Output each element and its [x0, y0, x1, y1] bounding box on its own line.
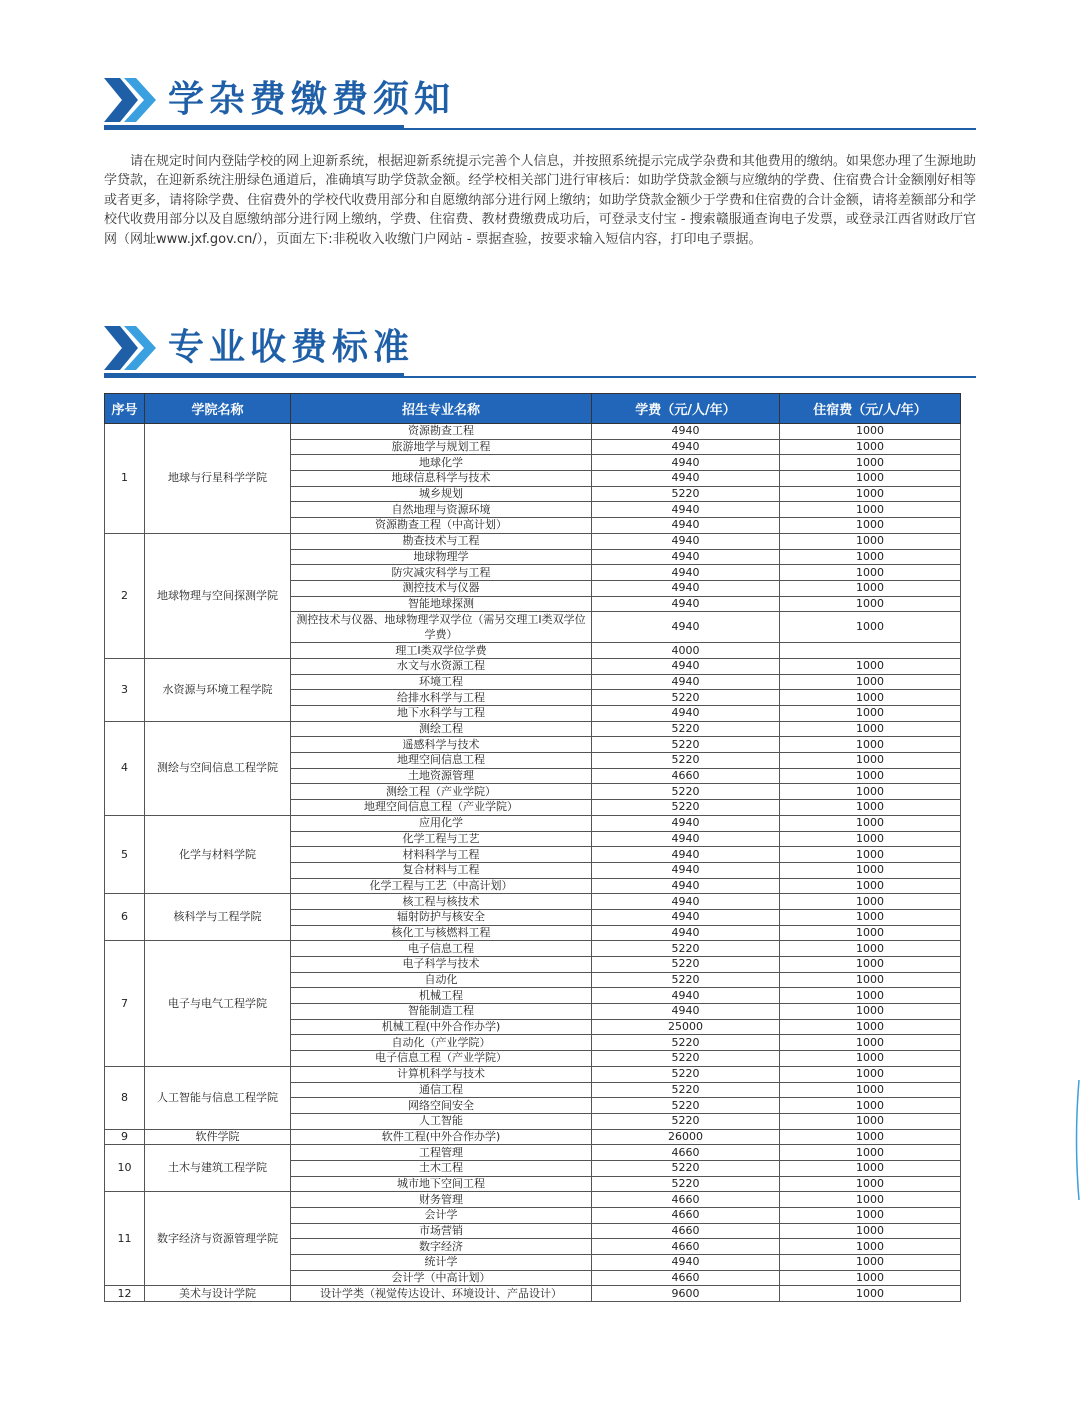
cell-college: 土木与建筑工程学院: [145, 1145, 291, 1192]
table-row: [105, 533, 961, 549]
cell-dorm-fee: 1000: [780, 486, 961, 502]
cell-college: 电子与电气工程学院: [145, 941, 291, 1067]
cell-major: 核化工与核燃料工程: [291, 925, 592, 941]
cell-tuition: 4940: [592, 831, 780, 847]
cell-dorm-fee: 1000: [780, 909, 961, 925]
cell-major: 会计学（中高计划）: [291, 1270, 592, 1286]
cell-tuition: 5220: [592, 957, 780, 973]
cell-tuition: 5220: [592, 1082, 780, 1098]
cell-dorm-fee: 1000: [780, 1113, 961, 1129]
cell-dorm-fee: 1000: [780, 1160, 961, 1176]
cell-index: 9: [105, 1129, 145, 1145]
cell-dorm-fee: 1000: [780, 1035, 961, 1051]
cell-index: 2: [105, 533, 145, 658]
col-header-tuition: 学费（元/人/年）: [592, 394, 780, 424]
table-row: [105, 721, 961, 737]
table-header-row: [105, 394, 961, 424]
cell-tuition: 4940: [592, 502, 780, 518]
cell-college: 核科学与工程学院: [145, 894, 291, 941]
cell-major: 资源勘查工程（中高计划）: [291, 518, 592, 534]
cell-major: 测控技术与仪器、地球物理学双学位（需另交理工I类双学位学费）: [291, 612, 592, 643]
cell-major: 勘查技术与工程: [291, 533, 592, 549]
cell-major: 化学工程与工艺（中高计划）: [291, 878, 592, 894]
cell-dorm-fee: 1000: [780, 815, 961, 831]
cell-dorm-fee: 1000: [780, 925, 961, 941]
cell-dorm-fee: 1000: [780, 1192, 961, 1208]
cell-college: 地球物理与空间探测学院: [145, 533, 291, 658]
cell-dorm-fee: 1000: [780, 988, 961, 1004]
cell-major: 测控技术与仪器: [291, 580, 592, 596]
cell-dorm-fee: 1000: [780, 847, 961, 863]
cell-major: 数字经济: [291, 1239, 592, 1255]
cell-tuition: 5220: [592, 737, 780, 753]
cell-tuition: 4940: [592, 565, 780, 581]
cell-major: 测绘工程（产业学院）: [291, 784, 592, 800]
cell-college: 人工智能与信息工程学院: [145, 1066, 291, 1129]
cell-dorm-fee: 1000: [780, 1129, 961, 1145]
cell-dorm-fee: 1000: [780, 1082, 961, 1098]
cell-tuition: 5220: [592, 941, 780, 957]
cell-dorm-fee: 1000: [780, 1145, 961, 1161]
cell-college: 化学与材料学院: [145, 815, 291, 893]
cell-major: 地球物理学: [291, 549, 592, 565]
cell-tuition: 5220: [592, 1160, 780, 1176]
cell-tuition: 4940: [592, 909, 780, 925]
cell-major: 核工程与核技术: [291, 894, 592, 910]
section-title: 学杂费缴费须知: [168, 79, 456, 120]
cell-major: 自动化: [291, 972, 592, 988]
cell-major: 地球信息科学与技术: [291, 471, 592, 487]
cell-tuition: 4940: [592, 471, 780, 487]
cell-dorm-fee: 1000: [780, 565, 961, 581]
cell-major: 地理空间信息工程: [291, 753, 592, 769]
cell-tuition: 4940: [592, 674, 780, 690]
cell-major: 自动化（产业学院）: [291, 1035, 592, 1051]
cell-tuition: 9600: [592, 1286, 780, 1302]
cell-dorm-fee: 1000: [780, 737, 961, 753]
cell-dorm-fee: 1000: [780, 674, 961, 690]
cell-tuition: 4660: [592, 1208, 780, 1224]
cell-dorm-fee: 1000: [780, 439, 961, 455]
cell-major: 复合材料与工程: [291, 862, 592, 878]
cell-tuition: 5220: [592, 972, 780, 988]
cell-tuition: 4940: [592, 424, 780, 440]
cell-dorm-fee: 1000: [780, 862, 961, 878]
cell-dorm-fee: 1000: [780, 690, 961, 706]
cell-tuition: 4940: [592, 518, 780, 534]
fee-table: [104, 393, 961, 1302]
cell-tuition: 4940: [592, 706, 780, 722]
cell-index: 10: [105, 1145, 145, 1192]
cell-dorm-fee: 1000: [780, 1019, 961, 1035]
cell-major: 给排水科学与工程: [291, 690, 592, 706]
cell-tuition: 5220: [592, 1051, 780, 1067]
cell-college: 美术与设计学院: [145, 1286, 291, 1302]
cell-major: 地下水科学与工程: [291, 706, 592, 722]
cell-dorm-fee: 1000: [780, 941, 961, 957]
cell-tuition: 4940: [592, 1255, 780, 1271]
cell-major: 会计学: [291, 1208, 592, 1224]
cell-dorm-fee: 1000: [780, 768, 961, 784]
cell-index: 4: [105, 721, 145, 815]
cell-major: 市场营销: [291, 1223, 592, 1239]
cell-major: 理工I类双学位学费: [291, 643, 592, 659]
cell-dorm-fee: 1000: [780, 1239, 961, 1255]
cell-major: 城乡规划: [291, 486, 592, 502]
table-row: [105, 658, 961, 674]
cell-dorm-fee: 1000: [780, 1066, 961, 1082]
cell-tuition: 5220: [592, 721, 780, 737]
cell-tuition: 26000: [592, 1129, 780, 1145]
cell-major: 电子科学与技术: [291, 957, 592, 973]
cell-tuition: 4940: [592, 439, 780, 455]
cell-tuition: 4940: [592, 925, 780, 941]
cell-major: 土木工程: [291, 1160, 592, 1176]
cell-tuition: 5220: [592, 1113, 780, 1129]
cell-major: 辐射防护与核安全: [291, 909, 592, 925]
table-row: [105, 1192, 961, 1208]
decorative-wave: [1074, 1080, 1080, 1200]
section-title: 专业收费标准: [168, 327, 415, 368]
cell-dorm-fee: 1000: [780, 596, 961, 612]
col-header-index: 序号: [105, 394, 145, 424]
cell-major: 测绘工程: [291, 721, 592, 737]
cell-college: 软件学院: [145, 1129, 291, 1145]
cell-index: 3: [105, 658, 145, 721]
cell-index: 7: [105, 941, 145, 1067]
cell-tuition: 5220: [592, 486, 780, 502]
section-fee-notice-header: [104, 76, 976, 136]
cell-tuition: 4660: [592, 1223, 780, 1239]
cell-dorm-fee: 1000: [780, 580, 961, 596]
cell-major: 防灾减灾科学与工程: [291, 565, 592, 581]
cell-dorm-fee: 1000: [780, 1255, 961, 1271]
cell-tuition: 25000: [592, 1019, 780, 1035]
table-row: [105, 1145, 961, 1161]
cell-dorm-fee: 1000: [780, 894, 961, 910]
cell-major: 机械工程: [291, 988, 592, 1004]
cell-major: 环境工程: [291, 674, 592, 690]
cell-major: 旅游地学与规划工程: [291, 439, 592, 455]
cell-tuition: 5220: [592, 800, 780, 816]
table-body: [105, 424, 961, 1302]
cell-dorm-fee: 1000: [780, 753, 961, 769]
cell-dorm-fee: 1000: [780, 1223, 961, 1239]
cell-major: 地理空间信息工程（产业学院）: [291, 800, 592, 816]
col-header-dorm-fee: 住宿费（元/人/年）: [780, 394, 961, 424]
cell-major: 人工智能: [291, 1113, 592, 1129]
cell-dorm-fee: 1000: [780, 1286, 961, 1302]
cell-tuition: 5220: [592, 690, 780, 706]
cell-tuition: 4940: [592, 533, 780, 549]
cell-major: 软件工程(中外合作办学): [291, 1129, 592, 1145]
cell-major: 智能地球探测: [291, 596, 592, 612]
cell-major: 土地资源管理: [291, 768, 592, 784]
cell-tuition: 4940: [592, 658, 780, 674]
cell-dorm-fee: 1000: [780, 518, 961, 534]
cell-dorm-fee: 1000: [780, 721, 961, 737]
cell-major: 应用化学: [291, 815, 592, 831]
table-row: [105, 894, 961, 910]
cell-dorm-fee: 1000: [780, 784, 961, 800]
cell-tuition: 5220: [592, 753, 780, 769]
cell-tuition: 5220: [592, 1176, 780, 1192]
cell-tuition: 4660: [592, 1192, 780, 1208]
cell-dorm-fee: 1000: [780, 972, 961, 988]
cell-tuition: 4940: [592, 988, 780, 1004]
cell-major: 电子信息工程（产业学院）: [291, 1051, 592, 1067]
divider-accent: [104, 125, 404, 130]
cell-dorm-fee: [780, 643, 961, 659]
table-row: [105, 1066, 961, 1082]
cell-dorm-fee: 1000: [780, 957, 961, 973]
cell-tuition: 5220: [592, 1066, 780, 1082]
table-row: [105, 1286, 961, 1302]
cell-major: 城市地下空间工程: [291, 1176, 592, 1192]
cell-tuition: 4660: [592, 1145, 780, 1161]
cell-dorm-fee: 1000: [780, 831, 961, 847]
cell-dorm-fee: 1000: [780, 424, 961, 440]
cell-tuition: 4660: [592, 1270, 780, 1286]
cell-major: 工程管理: [291, 1145, 592, 1161]
cell-major: 智能制造工程: [291, 1004, 592, 1020]
cell-major: 资源勘查工程: [291, 424, 592, 440]
cell-major: 化学工程与工艺: [291, 831, 592, 847]
cell-dorm-fee: 1000: [780, 1270, 961, 1286]
col-header-college: 学院名称: [145, 394, 291, 424]
cell-tuition: 4940: [592, 1004, 780, 1020]
cell-index: 1: [105, 424, 145, 534]
cell-tuition: 4940: [592, 847, 780, 863]
cell-tuition: 4940: [592, 580, 780, 596]
cell-major: 电子信息工程: [291, 941, 592, 957]
cell-tuition: 4940: [592, 455, 780, 471]
table-row: [105, 424, 961, 440]
cell-dorm-fee: 1000: [780, 502, 961, 518]
cell-college: 数字经济与资源管理学院: [145, 1192, 291, 1286]
cell-dorm-fee: 1000: [780, 471, 961, 487]
cell-dorm-fee: 1000: [780, 800, 961, 816]
cell-major: 材料科学与工程: [291, 847, 592, 863]
cell-dorm-fee: 1000: [780, 706, 961, 722]
cell-major: 计算机科学与技术: [291, 1066, 592, 1082]
cell-tuition: 4000: [592, 643, 780, 659]
cell-dorm-fee: 1000: [780, 1176, 961, 1192]
cell-tuition: 5220: [592, 784, 780, 800]
cell-major: 自然地理与资源环境: [291, 502, 592, 518]
cell-tuition: 4940: [592, 862, 780, 878]
cell-major: 遥感科学与技术: [291, 737, 592, 753]
cell-index: 8: [105, 1066, 145, 1129]
cell-dorm-fee: 1000: [780, 658, 961, 674]
cell-index: 12: [105, 1286, 145, 1302]
cell-index: 6: [105, 894, 145, 941]
cell-college: 地球与行星科学学院: [145, 424, 291, 534]
cell-college: 水资源与环境工程学院: [145, 658, 291, 721]
col-header-major: 招生专业名称: [291, 394, 592, 424]
cell-dorm-fee: 1000: [780, 533, 961, 549]
cell-tuition: 4940: [592, 612, 780, 643]
cell-tuition: 4660: [592, 768, 780, 784]
cell-tuition: 4940: [592, 549, 780, 565]
cell-major: 统计学: [291, 1255, 592, 1271]
cell-tuition: 5220: [592, 1035, 780, 1051]
cell-dorm-fee: 1000: [780, 549, 961, 565]
table-row: [105, 815, 961, 831]
cell-major: 设计学类（视觉传达设计、环境设计、产品设计）: [291, 1286, 592, 1302]
cell-dorm-fee: 1000: [780, 1098, 961, 1114]
cell-college: 测绘与空间信息工程学院: [145, 721, 291, 815]
cell-tuition: 4940: [592, 815, 780, 831]
double-chevron-icon: [104, 76, 160, 124]
cell-major: 水文与水资源工程: [291, 658, 592, 674]
cell-dorm-fee: 1000: [780, 612, 961, 643]
cell-dorm-fee: 1000: [780, 1004, 961, 1020]
cell-index: 5: [105, 815, 145, 893]
cell-major: 网络空间安全: [291, 1098, 592, 1114]
cell-dorm-fee: 1000: [780, 1208, 961, 1224]
table-row: [105, 941, 961, 957]
table-row: [105, 1129, 961, 1145]
cell-dorm-fee: 1000: [780, 1051, 961, 1067]
cell-tuition: 4940: [592, 596, 780, 612]
fee-notice-paragraph: 请在规定时间内登陆学校的网上迎新系统，根据迎新系统提示完善个人信息，并按照系统提示完成学杂费和其他费用的缴纳。如果您办理了生源地助学贷款，在迎新系统注册绿色通道后，准确填写助学贷款金额。经学校相关部门进行审核后：如助学贷款金额与应缴纳的学费、住宿费合计金额刚好相等或者更多，请将除学费、住宿费外的学校代收费用部分和自愿缴纳部分进行网上缴纳；如助学贷款金额少于学费和住宿费的合计金额，请将差额部分和学校代收费用部分以及自愿缴纳部分进行网上缴纳，学费、住宿费、教材费缴费成功后，可登录支付宝 - 搜索赣服通查询电子发票，或登录江西省财政厅官网（网址www.jxf.gov.cn/），页面左下:非税收入收缴门户网站 - 票据查验，按要求输入短信内容，打印电子票据。: [104, 154, 976, 247]
double-chevron-icon: [104, 324, 160, 372]
cell-major: 地球化学: [291, 455, 592, 471]
cell-major: 财务管理: [291, 1192, 592, 1208]
divider-accent: [104, 373, 404, 378]
cell-tuition: 4660: [592, 1239, 780, 1255]
cell-major: 机械工程(中外合作办学): [291, 1019, 592, 1035]
cell-major: 通信工程: [291, 1082, 592, 1098]
cell-dorm-fee: 1000: [780, 455, 961, 471]
cell-index: 11: [105, 1192, 145, 1286]
cell-tuition: 5220: [592, 1098, 780, 1114]
cell-tuition: 4940: [592, 894, 780, 910]
cell-dorm-fee: 1000: [780, 878, 961, 894]
section-major-fees-header: [104, 324, 976, 384]
cell-tuition: 4940: [592, 878, 780, 894]
